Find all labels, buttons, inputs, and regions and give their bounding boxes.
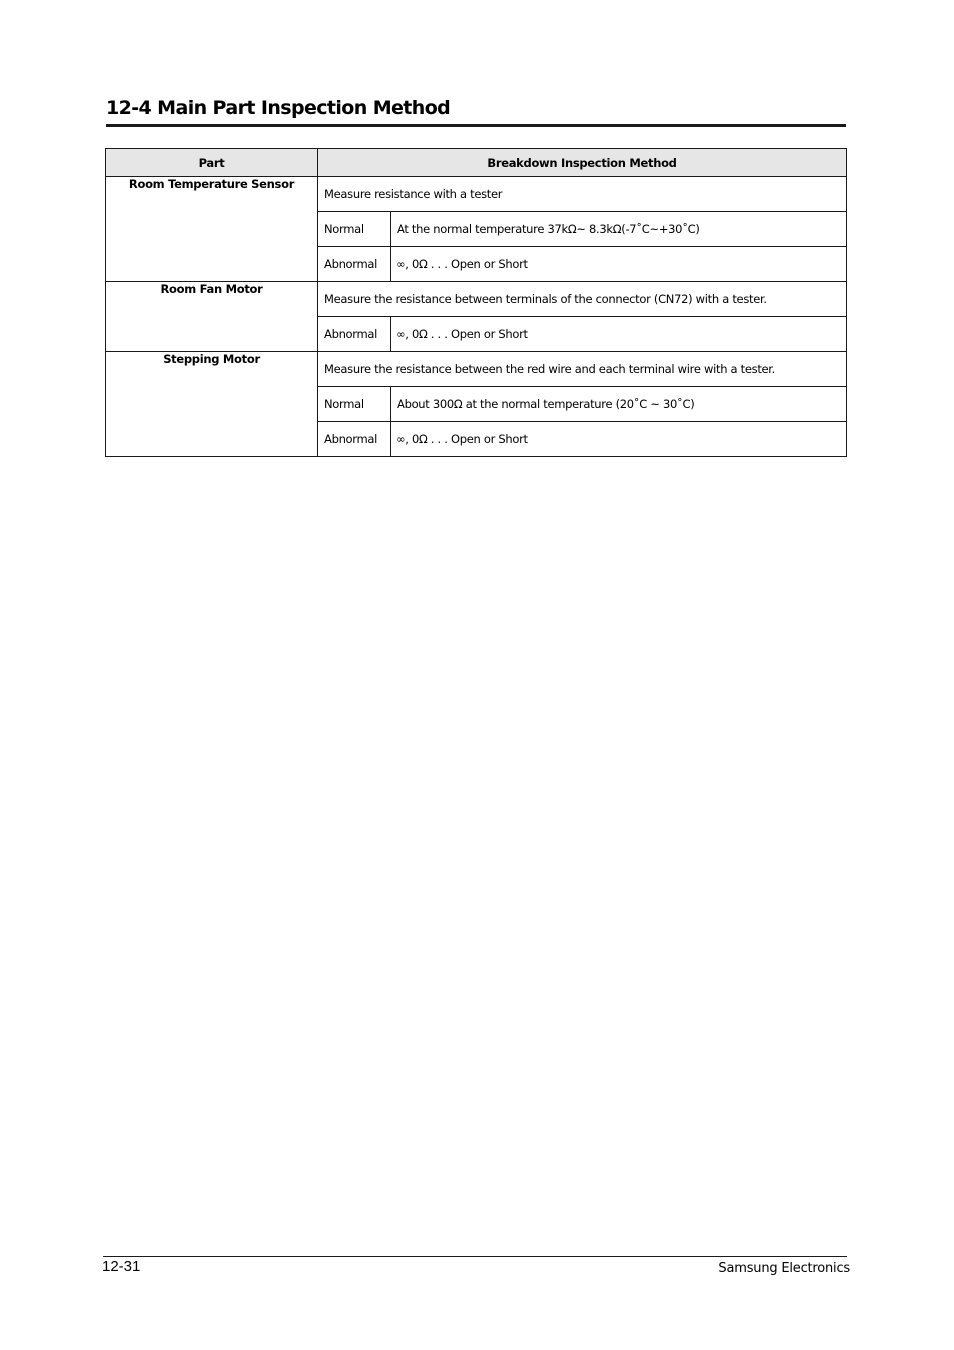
table-row xyxy=(106,177,847,212)
abnormal-label: Abnormal xyxy=(318,247,391,282)
footer-divider xyxy=(103,1256,847,1257)
abnormal-value: ∞, 0Ω . . . Open or Short xyxy=(391,317,847,352)
table-row xyxy=(106,352,847,387)
abnormal-label: Abnormal xyxy=(318,422,391,457)
section-title: 12-4 Main Part Inspection Method xyxy=(106,97,451,119)
abnormal-value: ∞, 0Ω . . . Open or Short xyxy=(391,422,847,457)
page-number: 12-31 xyxy=(102,1258,141,1275)
abnormal-label: Abnormal xyxy=(318,317,391,352)
header-method: Breakdown Inspection Method xyxy=(318,149,847,177)
normal-value: About 300Ω at the normal temperature (20˚C ~ 30˚C) xyxy=(391,387,847,422)
normal-label: Normal xyxy=(318,212,391,247)
table-header-row xyxy=(106,149,847,177)
method-description: Measure the resistance between the red wire and each terminal wire with a tester. xyxy=(318,352,847,387)
title-divider xyxy=(106,124,846,127)
company-name: Samsung Electronics xyxy=(718,1261,850,1276)
part-name: Stepping Motor xyxy=(106,352,318,457)
normal-label: Normal xyxy=(318,387,391,422)
part-name: Room Temperature Sensor xyxy=(106,177,318,282)
part-name: Room Fan Motor xyxy=(106,282,318,352)
method-description: Measure the resistance between terminals of the connector (CN72) with a tester. xyxy=(318,282,847,317)
abnormal-value: ∞, 0Ω . . . Open or Short xyxy=(391,247,847,282)
header-part: Part xyxy=(106,149,318,177)
table-row xyxy=(106,282,847,317)
method-description: Measure resistance with a tester xyxy=(318,177,847,212)
inspection-table xyxy=(105,148,847,457)
normal-value: At the normal temperature 37kΩ~ 8.3kΩ(-7˚C~+30˚C) xyxy=(391,212,847,247)
